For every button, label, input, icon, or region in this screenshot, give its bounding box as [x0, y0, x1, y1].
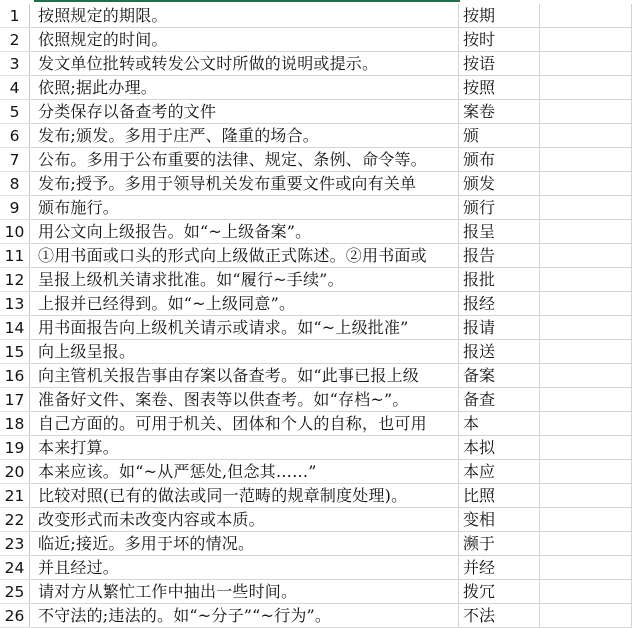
cell-empty[interactable]: [540, 220, 632, 244]
cell-empty[interactable]: [540, 196, 632, 220]
cell-definition[interactable]: 发布;授予。多用于领导机关发布重要文件或向有关单: [31, 172, 459, 196]
cell-term[interactable]: 颁布: [459, 148, 540, 172]
cell-definition[interactable]: 改变形式而未改变内容或本质。: [31, 508, 459, 532]
table-row: [0, 340, 632, 364]
cell-term[interactable]: 颁发: [459, 172, 540, 196]
cell-definition[interactable]: 本来应该。如“~从严惩处,但念其……”: [31, 460, 459, 484]
cell-definition[interactable]: 不守法的;违法的。如“~分子”“~行为”。: [31, 604, 459, 628]
cell-empty[interactable]: [540, 76, 632, 100]
row-header[interactable]: 16: [0, 364, 30, 388]
cell-term[interactable]: 本拟: [459, 436, 540, 460]
cell-empty[interactable]: [540, 580, 632, 604]
row-header[interactable]: 1: [0, 4, 30, 28]
cell-term[interactable]: 并经: [459, 556, 540, 580]
table-row: [0, 508, 632, 532]
cell-term[interactable]: 本: [459, 412, 540, 436]
row-header[interactable]: 11: [0, 244, 30, 268]
table-row: [0, 412, 632, 436]
row-header[interactable]: 26: [0, 604, 30, 628]
cell-term[interactable]: 颁行: [459, 196, 540, 220]
cell-empty[interactable]: [540, 340, 632, 364]
table-row: [0, 580, 632, 604]
table-row: [0, 220, 632, 244]
cell-term[interactable]: 濒于: [459, 532, 540, 556]
cell-definition[interactable]: 自己方面的。可用于机关、团体和个人的自称，也可用: [31, 412, 459, 436]
cell-empty[interactable]: [540, 484, 632, 508]
cell-term[interactable]: 本应: [459, 460, 540, 484]
cell-term[interactable]: 报经: [459, 292, 540, 316]
table-row: [0, 556, 632, 580]
row-header[interactable]: 23: [0, 532, 30, 556]
row-header[interactable]: 13: [0, 292, 30, 316]
row-header[interactable]: 3: [0, 52, 30, 76]
table-row: [0, 244, 632, 268]
row-header[interactable]: 17: [0, 388, 30, 412]
cell-term[interactable]: 案卷: [459, 100, 540, 124]
cell-empty[interactable]: [540, 436, 632, 460]
table-row: [0, 172, 632, 196]
row-header[interactable]: 25: [0, 580, 30, 604]
cell-empty[interactable]: [540, 604, 632, 628]
row-header[interactable]: 22: [0, 508, 30, 532]
row-header[interactable]: 15: [0, 340, 30, 364]
row-header[interactable]: 14: [0, 316, 30, 340]
cell-term[interactable]: 报批: [459, 268, 540, 292]
cell-definition[interactable]: ①用书面或口头的形式向上级做正式陈述。②用书面或: [31, 244, 459, 268]
cell-empty[interactable]: [540, 508, 632, 532]
row-header[interactable]: 8: [0, 172, 30, 196]
cell-term[interactable]: 备查: [459, 388, 540, 412]
table-row: [0, 52, 632, 76]
cell-empty[interactable]: [540, 148, 632, 172]
cell-term[interactable]: 备案: [459, 364, 540, 388]
table-row: [0, 388, 632, 412]
cell-empty[interactable]: [540, 292, 632, 316]
cell-definition[interactable]: 呈报上级机关请求批准。如“履行~手续”。: [31, 268, 459, 292]
cell-definition[interactable]: 依照;据此办理。: [31, 76, 459, 100]
cell-empty[interactable]: [540, 556, 632, 580]
cell-definition[interactable]: 准备好文件、案卷、图表等以供查考。如“存档~”。: [31, 388, 459, 412]
cell-term[interactable]: 不法: [459, 604, 540, 628]
row-header[interactable]: 6: [0, 124, 30, 148]
cell-empty[interactable]: [540, 532, 632, 556]
cell-term[interactable]: 比照: [459, 484, 540, 508]
cell-term[interactable]: 按期: [459, 4, 540, 28]
row-header[interactable]: 10: [0, 220, 30, 244]
table-row: [0, 532, 632, 556]
table-row: [0, 460, 632, 484]
cell-term[interactable]: 变相: [459, 508, 540, 532]
row-header[interactable]: 18: [0, 412, 30, 436]
row-header[interactable]: 2: [0, 28, 30, 52]
row-header[interactable]: 21: [0, 484, 30, 508]
cell-definition[interactable]: 比较对照(已有的做法或同一范畴的规章制度处理)。: [31, 484, 459, 508]
row-header[interactable]: 19: [0, 436, 30, 460]
row-header[interactable]: 9: [0, 196, 30, 220]
table-row: [0, 76, 632, 100]
cell-definition[interactable]: 分类保存以备查考的文件: [31, 100, 459, 124]
cell-term[interactable]: 按照: [459, 76, 540, 100]
row-header[interactable]: 4: [0, 76, 30, 100]
row-header[interactable]: 24: [0, 556, 30, 580]
row-header[interactable]: 20: [0, 460, 30, 484]
table-row: [0, 484, 632, 508]
cell-term[interactable]: 报送: [459, 340, 540, 364]
table-row: [0, 604, 632, 628]
cell-definition[interactable]: 上报并已经得到。如“~上级同意”。: [31, 292, 459, 316]
cell-term[interactable]: 拨冗: [459, 580, 540, 604]
cell-term[interactable]: 颁: [459, 124, 540, 148]
cell-empty[interactable]: [540, 4, 632, 28]
cell-empty[interactable]: [540, 28, 632, 52]
row-header[interactable]: 12: [0, 268, 30, 292]
cell-term[interactable]: 报告: [459, 244, 540, 268]
table-row: [0, 148, 632, 172]
cell-definition[interactable]: 用公文向上级报告。如“~上级备案”。: [31, 220, 459, 244]
table-row: [0, 364, 632, 388]
cell-empty[interactable]: [540, 388, 632, 412]
cell-empty[interactable]: [540, 172, 632, 196]
cell-term[interactable]: 按语: [459, 52, 540, 76]
cell-definition[interactable]: 用书面报告向上级机关请示或请求。如“~上级批准”: [31, 316, 459, 340]
cell-definition[interactable]: 临近;接近。多用于坏的情况。: [31, 532, 459, 556]
cell-term[interactable]: 报请: [459, 316, 540, 340]
cell-definition[interactable]: 发文单位批转或转发公文时所做的说明或提示。: [31, 52, 459, 76]
cell-definition[interactable]: 依照规定的时间。: [31, 28, 459, 52]
cell-definition[interactable]: 请对方从繁忙工作中抽出一些时间。: [31, 580, 459, 604]
table-row: [0, 292, 632, 316]
cell-definition[interactable]: 颁布施行。: [31, 196, 459, 220]
cell-empty[interactable]: [540, 268, 632, 292]
table-row: [0, 124, 632, 148]
cell-empty[interactable]: [540, 412, 632, 436]
cell-empty[interactable]: [540, 364, 632, 388]
cell-empty[interactable]: [540, 460, 632, 484]
cell-empty[interactable]: [540, 316, 632, 340]
cell-empty[interactable]: [540, 244, 632, 268]
cell-definition[interactable]: 按照规定的期限。: [31, 4, 459, 28]
table-row: [0, 100, 632, 124]
cell-definition[interactable]: 本来打算。: [31, 436, 459, 460]
cell-definition[interactable]: 发布;颁发。多用于庄严、隆重的场合。: [31, 124, 459, 148]
table-row: [0, 316, 632, 340]
cell-definition[interactable]: 向上级呈报。: [31, 340, 459, 364]
cell-definition[interactable]: 并且经过。: [31, 556, 459, 580]
row-header[interactable]: 7: [0, 148, 30, 172]
cell-empty[interactable]: [540, 100, 632, 124]
cell-definition[interactable]: 向主管机关报告事由存案以备查考。如“此事已报上级: [31, 364, 459, 388]
cell-definition[interactable]: 公布。多用于公布重要的法律、规定、条例、命令等。: [31, 148, 459, 172]
cell-empty[interactable]: [540, 124, 632, 148]
table-row: [0, 4, 632, 28]
table-row: [0, 268, 632, 292]
cell-empty[interactable]: [540, 52, 632, 76]
selected-column-indicator: [34, 0, 460, 2]
row-header[interactable]: 5: [0, 100, 30, 124]
table-row: [0, 436, 632, 460]
cell-term[interactable]: 报呈: [459, 220, 540, 244]
cell-term[interactable]: 按时: [459, 28, 540, 52]
table-row: [0, 28, 632, 52]
table-row: [0, 196, 632, 220]
